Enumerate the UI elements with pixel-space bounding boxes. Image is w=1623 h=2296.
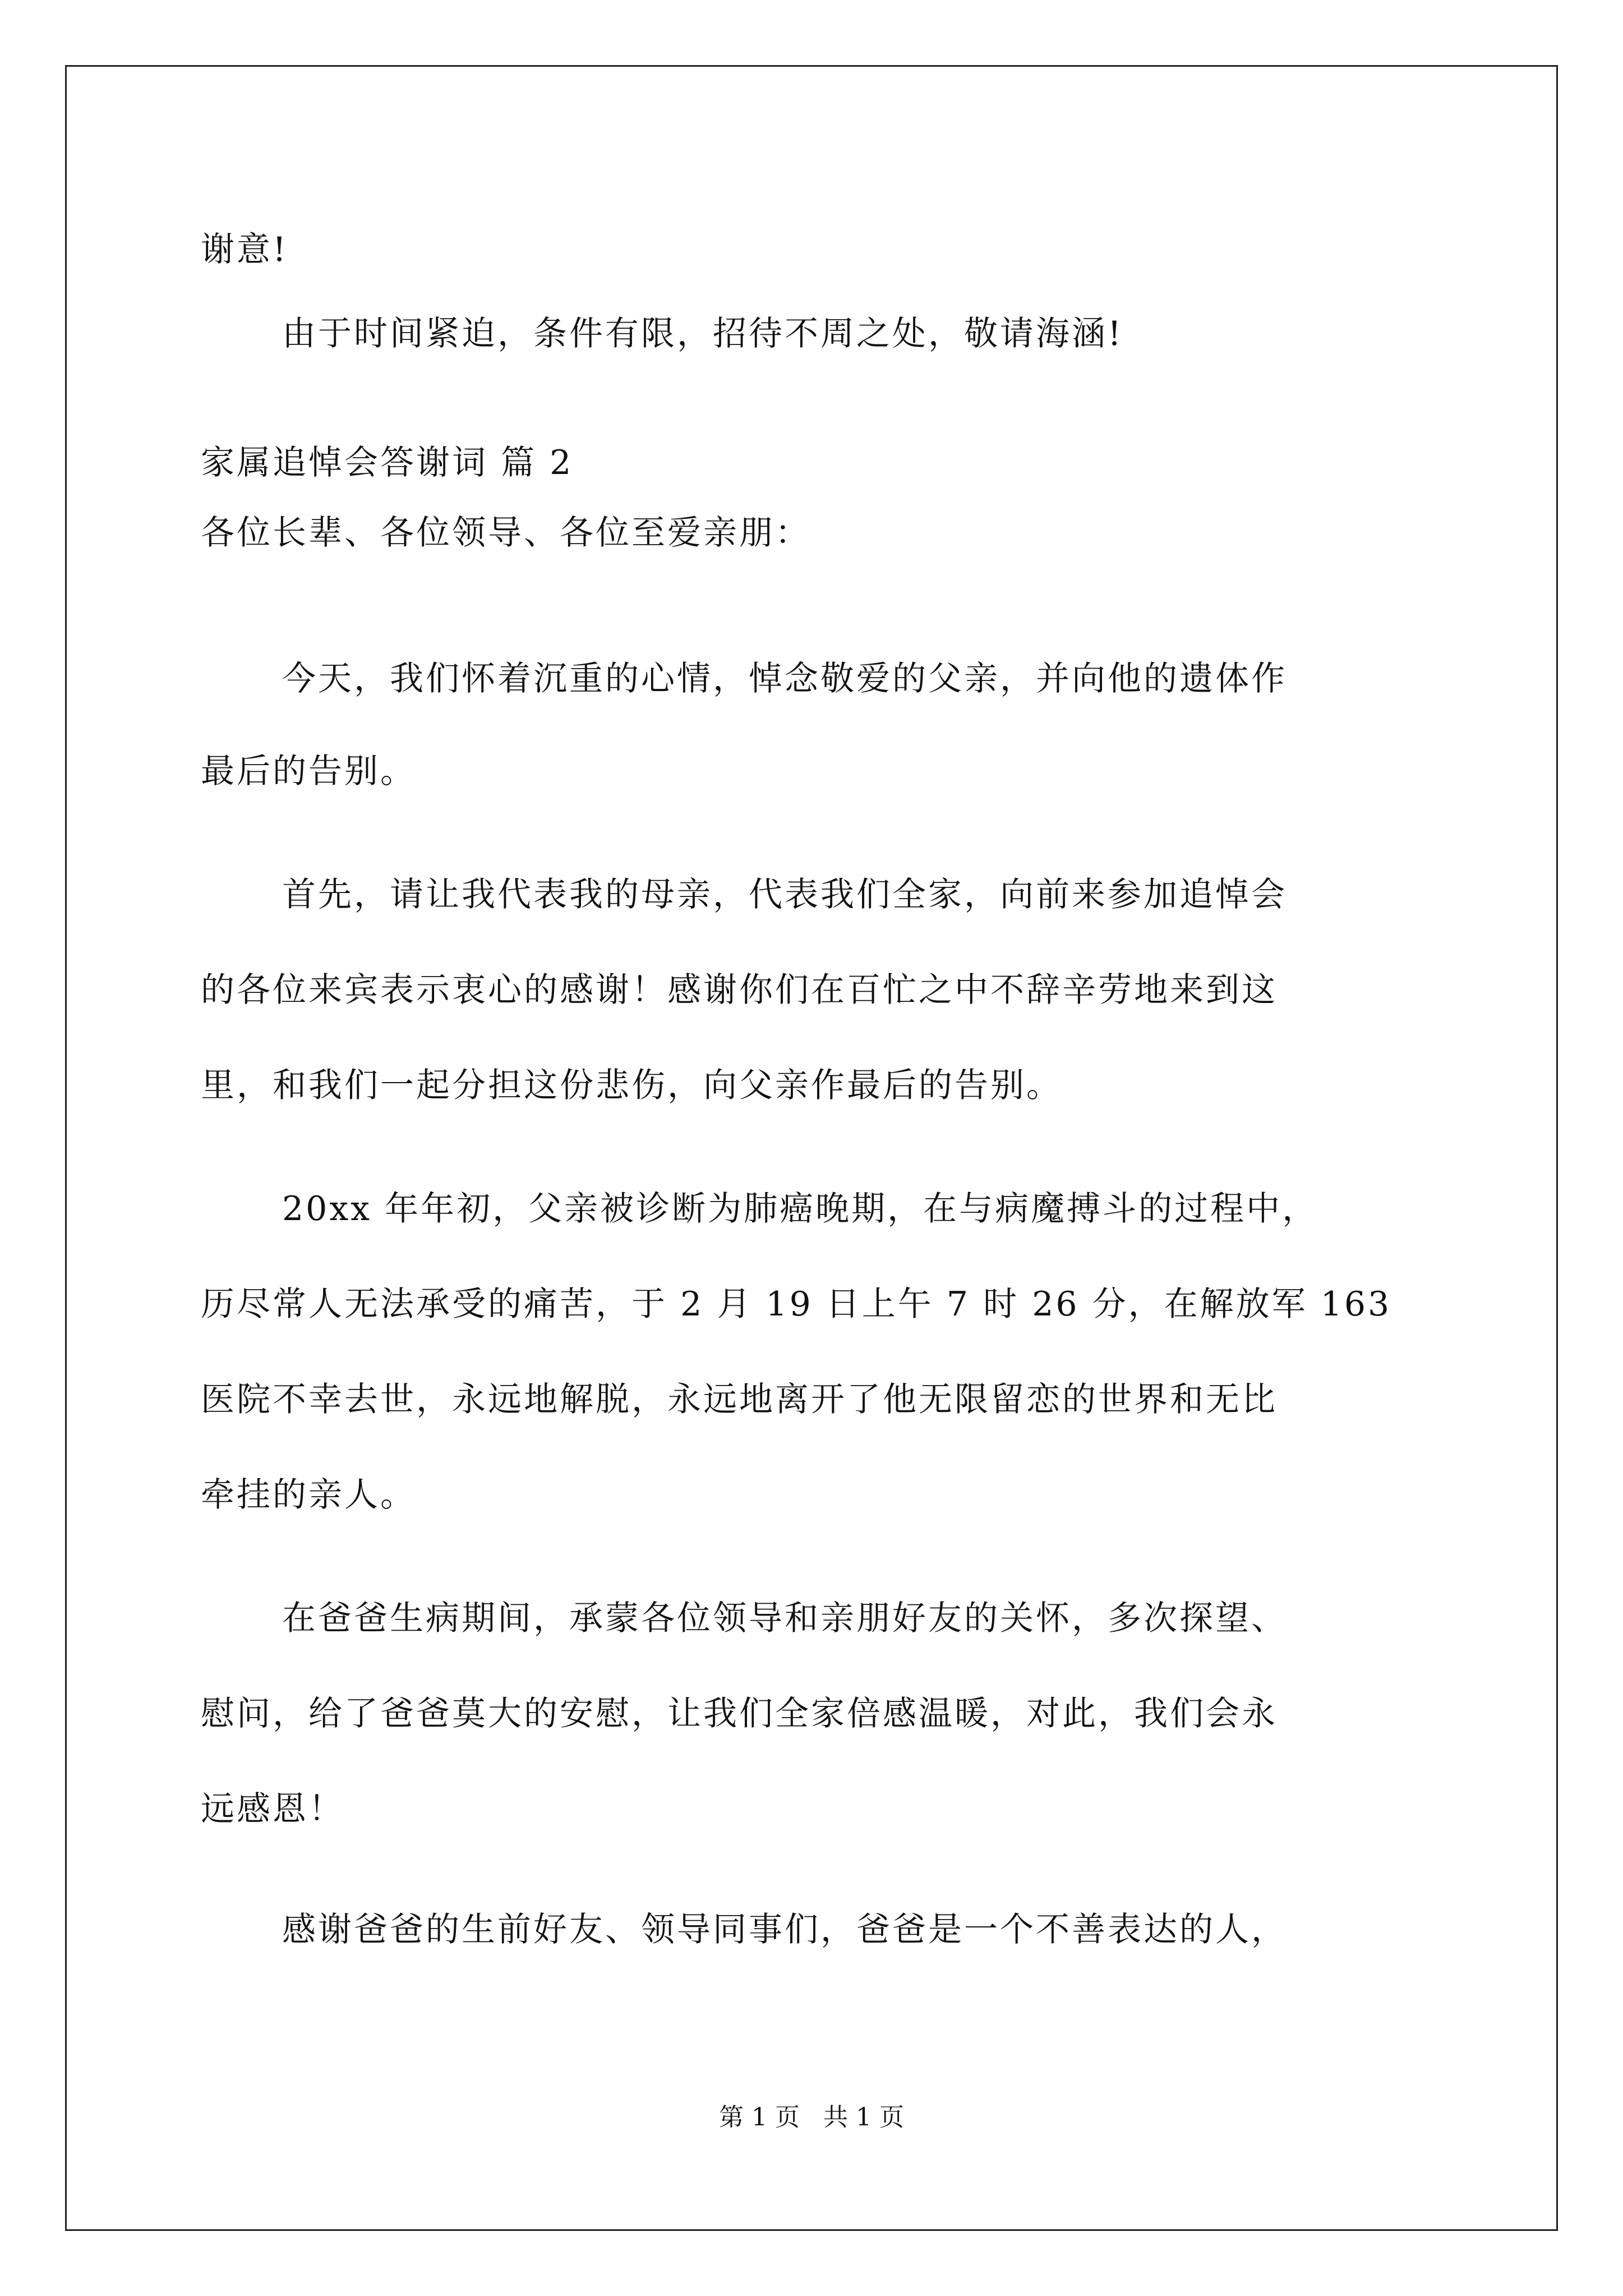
text-line-13: 牵挂的亲人。 [201, 1475, 416, 1515]
text-line-10: 20xx 年年初，父亲被诊断为肺癌晚期，在与病魔搏斗的过程中， [282, 1189, 1318, 1228]
text-line-14: 在爸爸生病期间，承蒙各位领导和亲朋好友的关怀，多次探望、 [282, 1599, 1287, 1638]
text-line-11: 历尽常人无法承受的痛苦，于 2 月 19 日上午 7 时 26 分，在解放军 163 [201, 1285, 1392, 1324]
text-line-6: 最后的告别。 [201, 752, 416, 791]
text-line-5: 今天，我们怀着沉重的心情，悼念敬爱的父亲，并向他的遗体作 [282, 659, 1287, 698]
text-line-8: 的各位来宾表示衷心的感谢！感谢你们在百忙之中不辞辛劳地来到这 [201, 970, 1278, 1010]
salutation: 各位长辈、各位领导、各位至爱亲朋： [201, 513, 811, 553]
text-line-7: 首先，请让我代表我的母亲，代表我们全家，向前来参加追悼会 [282, 875, 1287, 914]
page-frame [65, 65, 1558, 2231]
page-footer: 第 1 页 共 1 页 [719, 2103, 904, 2132]
text-line-12: 医院不幸去世，永远地解脱，永远地离开了他无限留恋的世界和无比 [201, 1380, 1278, 1419]
text-line-2: 由于时间紧迫，条件有限，招待不周之处，敬请海涵! [282, 314, 1124, 353]
section-heading: 家属追悼会答谢词 篇 2 [201, 443, 574, 482]
text-line-9: 里，和我们一起分担这份悲伤，向父亲作最后的告别。 [201, 1066, 1062, 1105]
text-line-17: 感谢爸爸的生前好友、领导同事们，爸爸是一个不善表达的人， [282, 1910, 1287, 1949]
text-line-15: 慰问，给了爸爸莫大的安慰，让我们全家倍感温暖，对此，我们会永 [201, 1694, 1278, 1733]
text-line-16: 远感恩！ [201, 1789, 344, 1829]
text-line-1: 谢意! [201, 230, 289, 269]
